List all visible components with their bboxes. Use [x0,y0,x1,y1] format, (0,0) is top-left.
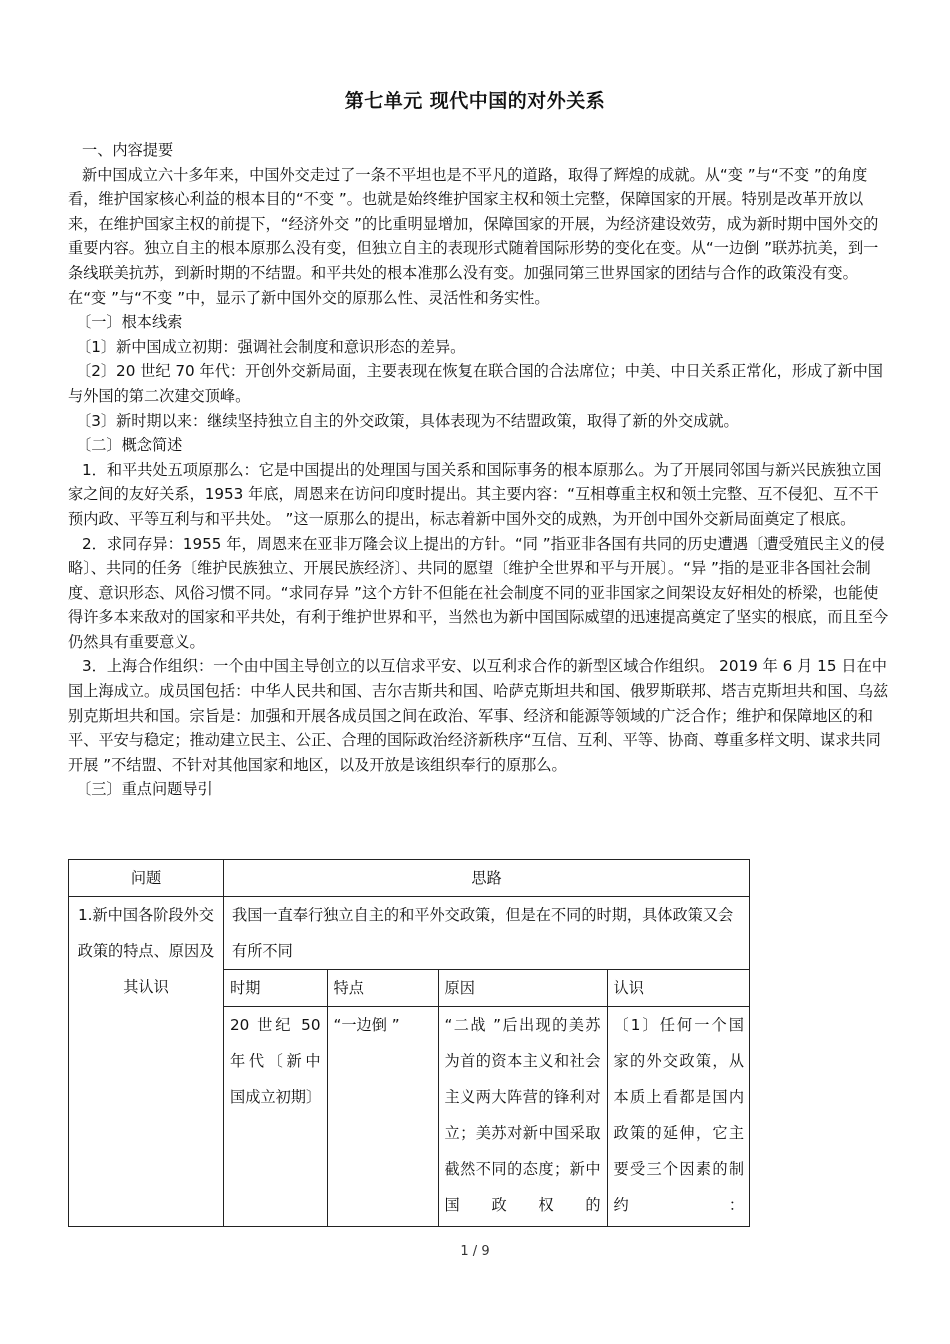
section-heading-clues: 〔一〕根本线索 [76,313,183,332]
concept-item-1: 1．和平共处五项原那么：它是中国提出的处理国与国关系和国际事务的根本原那么。为了开展同邻国与新兴民族独立国家之间的友好关系，1953 年底，周恩来在访问印度时提出。其主要内容：“互相尊重主权和领土完整、互不侵犯、互不干预内政、平等互利与和平共处。 ”这一原那么的提出，标志着新中国外交的成熟，为开创中国外交新局面奠定了根底。 [68,460,882,528]
understanding-text: 〔1〕任何一个国家的外交政策，从本质上看都是国内政策的延伸，它主要受三个因素的制约： [613,1016,744,1214]
page-number: 1 / 9 [460,1244,490,1259]
concept-item-2: 2．求同存异：1955 年，周恩来在亚非万隆会议上提出的方针。“同 ”指亚非各国有共同的历史遭遇〔遭受殖民主义的侵略〕、共同的任务〔维护民族独立、开展民族经济〕、共同的愿望〔维护全世界和平与开展〕。“异 ”指的是亚非各国社会制度、意识形态、风俗习惯不同。“求同存异 ”这个方针不但能在社会制度不同的亚非国家之间架设友好相处的桥梁，也能使得许多本来敌对的国家和平共处，有利于维护世界和平，当然也为新中国国际威望的迅速提高奠定了坚实的根底，而且至今仍然具有重要意义。 [68,534,889,651]
question-cell [69,897,224,1227]
body-content [68,138,892,802]
clue-item-1: 〔1〕新中国成立初期：强调社会制度和意识形态的差异。 [76,337,466,356]
summary-paragraph: 新中国成立六十多年来，中国外交走过了一条不平坦也是不平凡的道路，取得了辉煌的成就。从“变 ”与“不变 ”的角度看，维护国家核心利益的根本目的“不变 ”。也就是始终维护国家主权和领土完整，保障国家的开展。特别是改革开放以来，在维护国家主权的前提下，“经济外交 ”的比重明显增加，保障国家的开展，为经济建设效劳，成为新时期中国外交的重要内容。独立自主的根本原那么没有变，但独立自主的表现形式随着国际形势的变化在变。从“一边倒 ”联苏抗美，到一条线联美抗苏，到新时期的不结盟。和平共处的根本准那么没有变。加强同第三世界国家的团结与合作的政策没有变。在“变 ”与“不变 ”中，显示了新中国外交的原那么性、灵活性和务实性。 [68,165,879,307]
thinking-intro: 我国一直奉行独立自主的和平外交政策，但是在不同的时期，具体政策又会有所不同 [232,906,734,960]
cell-feature: “一边倒 ” [327,1007,438,1227]
table-row [224,1007,750,1227]
page-title: 第七单元 现代中国的对外关系 [344,90,606,112]
table-row [69,897,750,1227]
guide-table [68,859,750,1227]
period-table [224,969,750,1226]
sub-header-feature: 特点 [327,970,438,1007]
clue-item-3: 〔3〕新时期以来：继续坚持独立自主的外交政策，具体表现为不结盟政策，取得了新的外交成就。 [76,411,739,430]
section-heading-summary: 一、内容提要 [82,141,174,159]
guide-table-header [69,860,750,897]
sub-header-period: 时期 [224,970,327,1007]
cell-reason [438,1007,607,1227]
section-heading-concepts: 〔二〕概念简述 [76,436,183,455]
concept-item-3: 3．上海合作组织：一个由中国主导创立的以互信求平安、以互利求合作的新型区域合作组织。 2019 年 6 月 15 日在中国上海成立。成员国包括：中华人民共和国、吉尔吉斯共和国、哈萨克斯坦共和国、俄罗斯联邦、塔吉克斯坦共和国、乌兹别克斯坦共和国。宗旨是：加强和开展各成员国之间在政治、军事、经济和能源等领域的广泛合作；维护和保障地区的和平、平安与稳定；推动建立民主、公正、合理的国际政治经济新秩序“互信、互利、平等、协商、尊重多样文明、谋求共同开展 ”不结盟、不针对其他国家和地区，以及开放是该组织奉行的原那么。 [68,657,889,774]
thinking-cell [224,897,750,1227]
header-thinking: 思路 [224,860,750,897]
section-heading-guide: 〔三〕重点问题导引 [76,780,213,799]
header-question: 问题 [69,860,224,897]
clue-item-2: 〔2〕20 世纪 70 年代：开创外交新局面，主要表现在恢复在联合国的合法席位；中美、中日关系正常化，形成了新中国与外国的第二次建交顶峰。 [68,362,883,405]
sub-header-understanding: 认识 [607,970,750,1007]
cell-understanding [607,1007,750,1227]
period-text: 20 世纪 50 年代〔新中国成立初期〕 [230,1016,322,1106]
period-table-header [224,970,750,1007]
question-text: 1.新中国各阶段外交政策的特点、原因及其认识 [77,906,215,996]
reason-text: “二战 ”后出现的美苏为首的资本主义和社会主义两大阵营的锋利对立；美苏对新中国采取截然不同的态度；新中国政权的 [444,1016,601,1214]
cell-period [224,1007,327,1227]
sub-header-reason: 原因 [438,970,607,1007]
